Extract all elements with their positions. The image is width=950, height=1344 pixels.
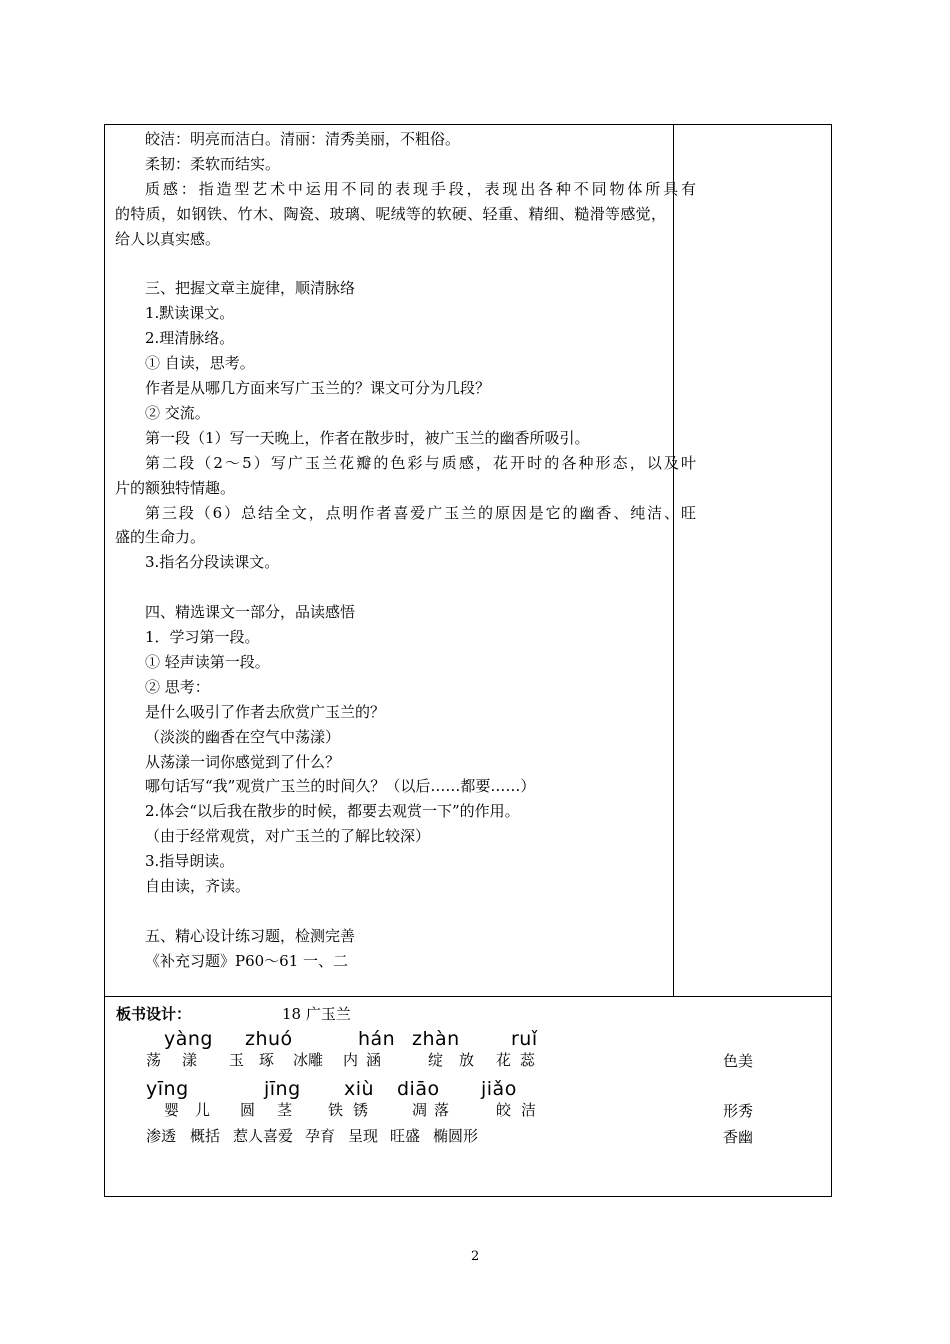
row-divider	[104, 996, 832, 997]
word-rui: 蕊	[520, 1051, 536, 1069]
word-tie: 铁	[328, 1101, 344, 1119]
lesson-line: 是什么吸引了作者去欣赏广玉兰的？	[145, 702, 386, 721]
word-wangsheng: 旺盛	[390, 1127, 421, 1145]
pinyin-xiu: xiù	[344, 1078, 375, 1100]
lesson-line: 质感：指造型艺术中运用不同的表现手段，表现出各种不同物体所具有	[145, 179, 696, 198]
word-yuan: 圆	[240, 1101, 256, 1119]
word-er: 儿	[195, 1101, 211, 1119]
pinyin-jing: jīng	[264, 1078, 301, 1100]
pinyin-han: hán	[358, 1028, 396, 1050]
pinyin-ying: yīng	[146, 1078, 189, 1100]
lesson-line: ① 自读，思考。	[145, 354, 255, 373]
word-xiu: 锈	[353, 1101, 369, 1119]
lesson-line: 哪句话写“我”观赏广玉兰的时间久？（以后……都要……）	[145, 777, 536, 796]
lesson-line: 1.默读课文。	[145, 304, 235, 323]
lesson-line: 盛的生命力。	[115, 528, 206, 547]
word-yang: 漾	[182, 1051, 198, 1069]
word-diao: 凋	[412, 1101, 428, 1119]
lesson-line: 三、把握文章主旋律，顺清脉络	[145, 279, 356, 298]
board-side-se-mei: 色美	[723, 1052, 754, 1070]
lesson-line: 《补充习题》P60～61 一、二	[145, 951, 349, 970]
lesson-line: 皎洁：明亮而洁白。清丽：清秀美丽，不粗俗。	[145, 130, 461, 148]
word-jiao: 皎	[496, 1101, 512, 1119]
lesson-line: 片的额独特情趣。	[115, 478, 236, 497]
board-side-xiang-you: 香幽	[723, 1128, 754, 1146]
lesson-line: （淡淡的幽香在空气中荡漾）	[145, 727, 341, 746]
board-side-xing-xiu: 形秀	[723, 1102, 754, 1120]
lesson-line: ① 轻声读第一段。	[145, 652, 270, 671]
pinyin-yang: yàng	[164, 1028, 213, 1050]
lesson-line: 的特质，如钢铁、竹木、陶瓷、玻璃、呢绒等的软硬、轻重、精细、糙滑等感觉，	[115, 204, 666, 223]
lesson-line: 自由读，齐读。	[145, 877, 251, 895]
lesson-line: 第三段（6）总结全文，点明作者喜爱广玉兰的原因是它的幽香、纯洁、旺	[145, 503, 696, 522]
word-zhan: 绽	[428, 1051, 444, 1069]
lesson-line: ② 交流。	[145, 403, 210, 422]
word-ying: 婴	[164, 1101, 180, 1119]
word-jing: 茎	[277, 1101, 293, 1119]
word-yu: 玉	[229, 1051, 245, 1069]
lesson-line: 柔韧：柔软而结实。	[145, 154, 281, 173]
lesson-line: 第一段（1）写一天晚上，作者在散步时，被广玉兰的幽香所吸引。	[145, 428, 590, 447]
lesson-line: 2.体会“以后我在散步的时候，都要去观赏一下”的作用。	[145, 802, 520, 821]
word-shentou: 渗透	[146, 1127, 177, 1145]
word-hua: 花	[496, 1051, 512, 1069]
word-gaikuo: 概括	[190, 1127, 221, 1145]
lesson-line: （由于经常观赏，对广玉兰的了解比较深）	[145, 827, 431, 846]
lesson-line: 从荡漾一词你感觉到了什么？	[145, 752, 341, 771]
board-design-label: 板书设计：	[116, 1005, 192, 1023]
word-han: 涵	[366, 1051, 382, 1069]
page-number: 2	[471, 1249, 480, 1264]
lesson-line: 第二段（2～5）写广玉兰花瓣的色彩与质感，花开时的各种形态，以及叶	[145, 453, 696, 472]
lesson-line: 四、精选课文一部分，品读感悟	[145, 603, 356, 622]
pinyin-zhuo: zhuó	[245, 1028, 293, 1050]
lesson-line: 2.理清脉络。	[145, 329, 235, 348]
word-luo: 落	[434, 1101, 450, 1119]
word-dang: 荡	[146, 1051, 162, 1069]
lesson-line: 3.指导朗读。	[145, 852, 235, 871]
lesson-line: 1．学习第一段。	[145, 628, 260, 646]
lesson-line: 3.指名分段读课文。	[145, 553, 280, 572]
word-fang: 放	[459, 1051, 475, 1069]
lesson-line: 给人以真实感。	[115, 229, 221, 248]
word-chengxian: 呈现	[348, 1127, 379, 1145]
pinyin-diao: diāo	[397, 1078, 440, 1100]
lesson-line: 五、精心设计练习题，检测完善	[145, 926, 356, 945]
pinyin-jiao: jiǎo	[481, 1078, 517, 1100]
word-nei: 内	[343, 1051, 359, 1069]
lesson-line: ② 思考：	[145, 677, 210, 696]
pinyin-rui: ruǐ	[511, 1028, 538, 1050]
board-design-title: 18 广玉兰	[282, 1005, 351, 1023]
word-zhuo: 琢	[259, 1051, 275, 1069]
pinyin-zhan: zhàn	[412, 1028, 460, 1050]
lesson-line: 作者是从哪几方面来写广玉兰的？课文可分为几段？	[145, 379, 491, 397]
word-bingdiao: 冰雕	[293, 1051, 324, 1069]
word-rerenxiai: 惹人喜爱	[233, 1127, 294, 1145]
word-yunyu: 孕育	[305, 1127, 336, 1145]
word-tuoyuanxing: 椭圆形	[433, 1127, 479, 1145]
word-jie: 洁	[521, 1101, 537, 1119]
